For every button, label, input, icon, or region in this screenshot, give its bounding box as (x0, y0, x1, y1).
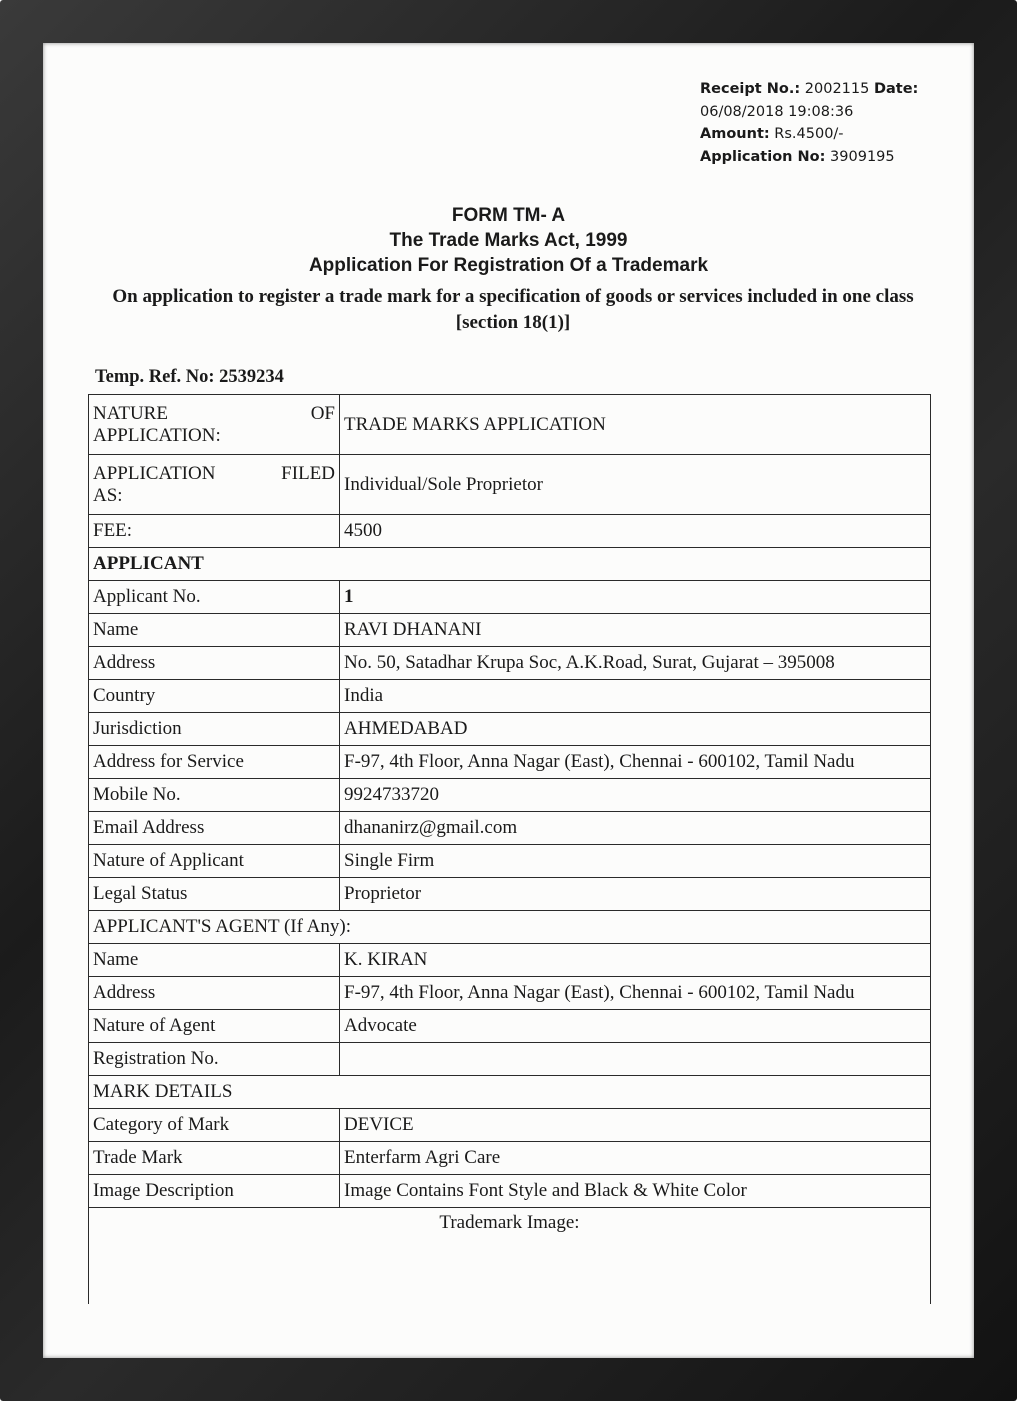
table-row: Country India (89, 680, 931, 713)
section-mark (89, 1076, 931, 1109)
table-row: Legal Status Proprietor (89, 878, 931, 911)
table-row: Address No. 50, Satadhar Krupa Soc, A.K.Road, Surat, Gujarat – 395008 (89, 647, 931, 680)
receipt-amount: Rs.4500/- (774, 126, 844, 142)
table-row-filed-as (89, 455, 931, 515)
receipt-line-application: Application No: 3909195 (700, 148, 895, 165)
section-applicant (89, 548, 931, 581)
form-heading (43, 203, 974, 278)
temp-ref-no: Temp. Ref. No: 2539234 (95, 367, 284, 387)
receipt-no: 2002115 (804, 81, 870, 97)
section-agent (89, 911, 931, 944)
applicant-section-title: APPLICANT (89, 548, 931, 581)
form-title: FORM TM- A (451, 205, 566, 226)
receipt-line-1: Receipt No.: 2002115 Date: (700, 81, 919, 97)
table-row-fee (89, 515, 931, 548)
trademark-image-label: Trademark Image: (89, 1208, 931, 1304)
form-subheading: On application to register a trade mark for a specification of goods or services included in one class [section 18(1)] (112, 286, 914, 333)
table-row: Trade Mark Enterfarm Agri Care (89, 1142, 931, 1175)
act-title: The Trade Marks Act, 1999 (389, 230, 628, 251)
table-row: Image Description Image Contains Font Style and Black & White Color (89, 1175, 931, 1208)
receipt-date: 06/08/2018 19:08:36 (700, 103, 854, 120)
receipt-line-amount: Amount: Rs.4500/- (700, 126, 844, 142)
trademark-image-row (89, 1208, 931, 1304)
document-page (43, 43, 974, 1358)
table-row: Address F-97, 4th Floor, Anna Nagar (East), Chennai - 600102, Tamil Nadu (89, 977, 931, 1010)
table-row: Address for Service F-97, 4th Floor, Anna Nagar (East), Chennai - 600102, Tamil Nadu (89, 746, 931, 779)
table-row: Email Address dhananirz@gmail.com (89, 812, 931, 845)
table-row-nature (89, 395, 931, 455)
table-row: Jurisdiction AHMEDABAD (89, 713, 931, 746)
table-row: Category of Mark DEVICE (89, 1109, 931, 1142)
table-row: Nature of Applicant Single Firm (89, 845, 931, 878)
table-row: Mobile No. 9924733720 (89, 779, 931, 812)
fee-label: FEE: (89, 515, 340, 548)
nature-value: TRADE MARKS APPLICATION (340, 395, 931, 455)
table-row: Name K. KIRAN (89, 944, 931, 977)
nature-label: NATURE OF APPLICATION: (89, 395, 340, 455)
table-row: Applicant No. 1 (89, 581, 931, 614)
filed-as-label: APPLICATION FILED AS: (89, 455, 340, 515)
receipt-block (700, 78, 918, 168)
application-table (88, 394, 931, 1304)
agent-section-title: APPLICANT'S AGENT (If Any): (89, 911, 931, 944)
mark-section-title: MARK DETAILS (89, 1076, 931, 1109)
table-row: Name RAVI DHANANI (89, 614, 931, 647)
application-no: 3909195 (830, 148, 895, 165)
table-row: Registration No. (89, 1043, 931, 1076)
filed-as-value: Individual/Sole Proprietor (340, 455, 931, 515)
table-row: Nature of Agent Advocate (89, 1010, 931, 1043)
fee-value: 4500 (340, 515, 931, 548)
application-title: Application For Registration Of a Trademark (308, 255, 709, 276)
